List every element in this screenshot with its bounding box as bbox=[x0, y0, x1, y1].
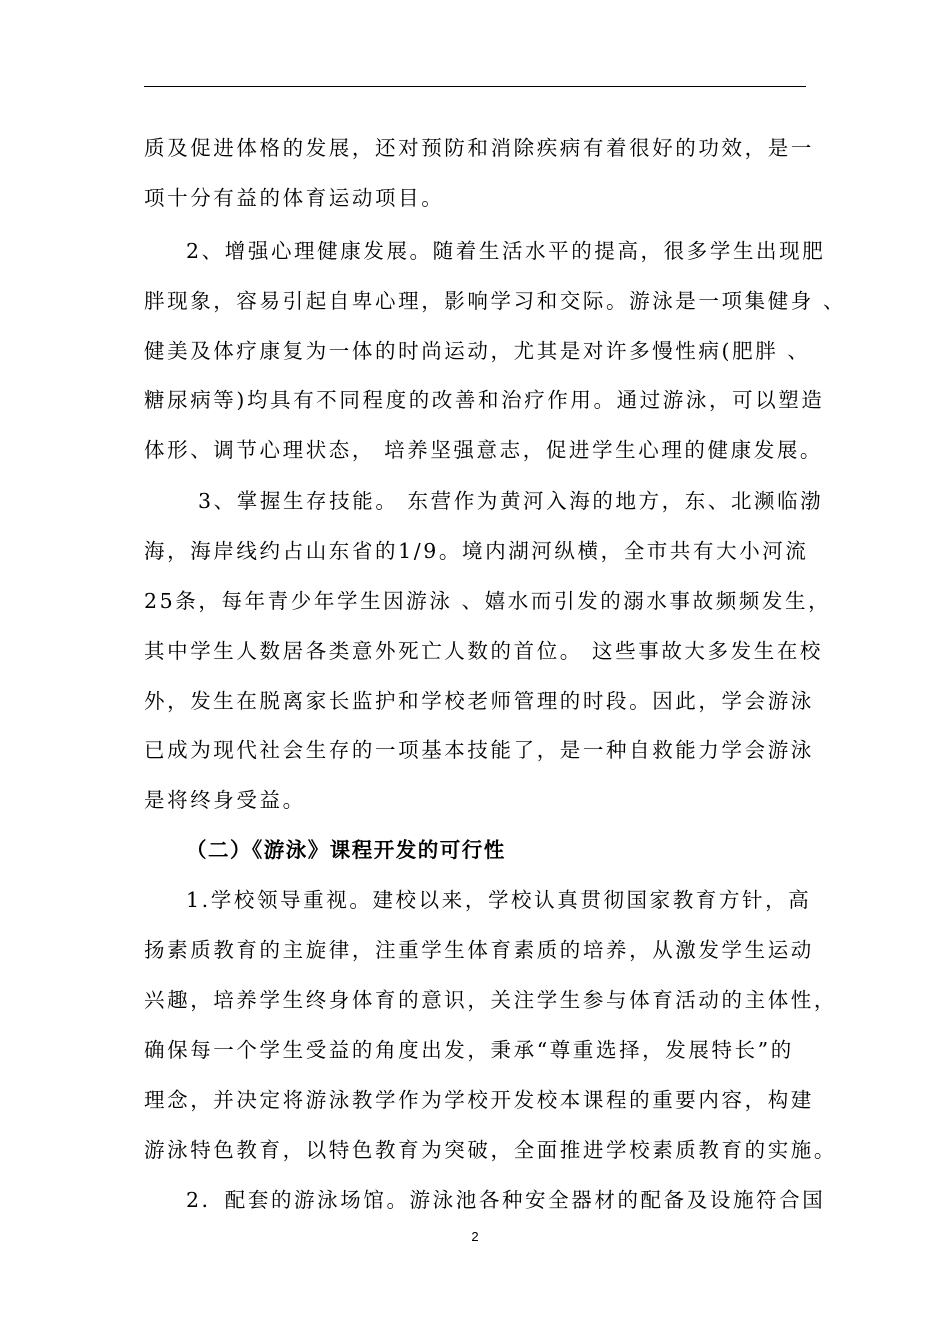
body-line: 兴趣，培养学生终身体育的意识，关注学生参与体育活动的主体性， bbox=[144, 988, 837, 1012]
body-line: 其中学生人数居各类意外死亡人数的首位。 这些事故大多发生在校 bbox=[144, 639, 824, 663]
body-line: 3、掌握生存技能。 东营作为黄河入海的地方，东、北濒临渤 bbox=[198, 489, 824, 513]
body-line: 确保每一个学生受益的角度出发，秉承“尊重选择，发展特长”的 bbox=[144, 1038, 794, 1062]
body-line: 外，发生在脱离家长监护和学校老师管理的时段。因此，学会游泳 bbox=[144, 689, 814, 713]
body-line: 质及促进体格的发展，还对预防和消除疾病有着很好的功效，是一 bbox=[144, 136, 814, 160]
body-line: 糖尿病等)均具有不同程度的改善和治疗作用。通过游泳，可以塑造 bbox=[144, 388, 825, 412]
body-line: 2．配套的游泳场馆。游泳池各种安全器材的配备及设施符合国 bbox=[186, 1188, 826, 1212]
body-line: 项十分有益的体育运动项目。 bbox=[144, 186, 445, 210]
body-line: 胖现象，容易引起自卑心理，影响学习和交际。游泳是一项集健身 、 bbox=[144, 289, 847, 313]
body-line: 理念，并决定将游泳教学作为学校开发校本课程的重要内容，构建 bbox=[144, 1088, 814, 1112]
body-line: 扬素质教育的主旋律，注重学生体育素质的培养，从激发学生运动 bbox=[144, 938, 814, 962]
body-line: 游泳特色教育，以特色教育为突破，全面推进学校素质教育的实施。 bbox=[144, 1138, 837, 1162]
body-line: 健美及体疗康复为一体的时尚运动，尤其是对许多慢性病(肥胖 、 bbox=[144, 339, 811, 363]
body-line: 1.学校领导重视。建校以来，学校认真贯彻国家教育方针，高 bbox=[186, 888, 812, 912]
body-line: 海，海岸线约占山东省的1/9。境内湖河纵横，全市共有大小河流 bbox=[144, 539, 809, 563]
section-heading: （二）《游泳》课程开发的可行性 bbox=[186, 838, 506, 862]
body-line: 已成为现代社会生存的一项基本技能了，是一种自救能力学会游泳 bbox=[144, 738, 814, 762]
body-line: 是将终身受益。 bbox=[144, 788, 306, 812]
body-line: 25条，每年青少年学生因游泳 、嬉水而引发的溺水事故频频发生， bbox=[144, 589, 832, 613]
page-number: 2 bbox=[471, 1229, 479, 1244]
body-line: 2、增强心理健康发展。随着生活水平的提高，很多学生出现肥 bbox=[186, 239, 826, 263]
header-rule bbox=[144, 86, 806, 87]
body-line: 体形、调节心理状态， 培养坚强意志，促进学生心理的健康发展。 bbox=[144, 438, 824, 462]
